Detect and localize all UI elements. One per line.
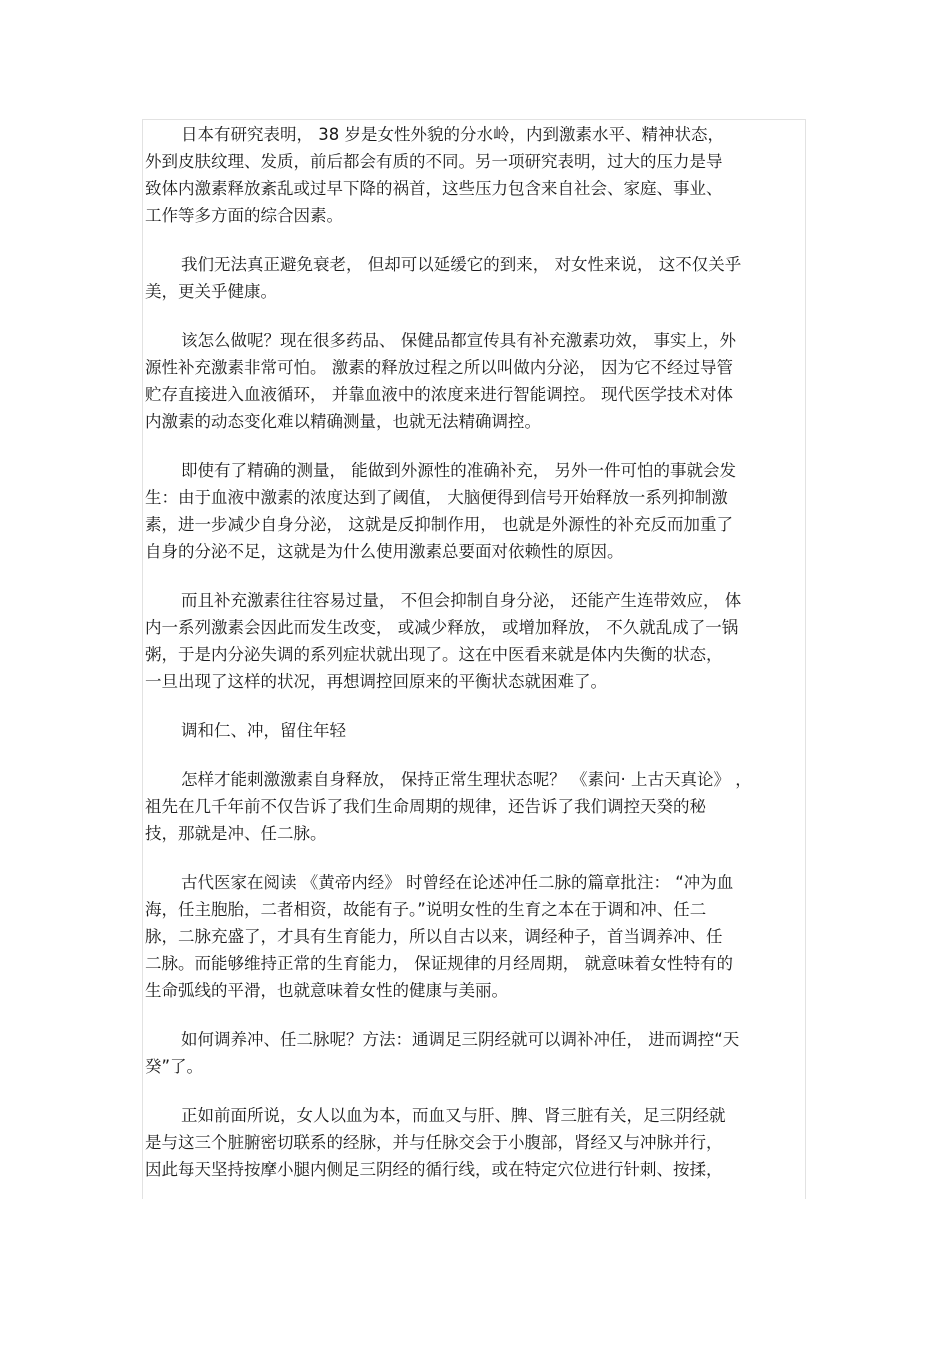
text-line: 内激素的动态变化难以精确测量，也就无法精确调控。 — [145, 412, 541, 431]
text-line: 海，任主胞胎，二者相资，故能有子。”说明女性的生育之本在于调和冲、任二 — [145, 900, 707, 919]
text-line: 怎样才能刺激激素自身释放， 保持正常生理状态呢？ 《素问· 上古天真论》 ， — [181, 770, 752, 789]
text-line: 古代医家在阅读 《黄帝内经》 时曾经在论述冲任二脉的篇章批注： “冲为血 — [181, 873, 734, 892]
text-line: 技，那就是冲、任二脉。 — [145, 824, 327, 843]
document-body — [145, 121, 805, 1205]
paragraph-8 — [145, 869, 805, 1004]
text-line: 工作等多方面的综合因素。 — [145, 206, 343, 225]
paragraph-10 — [145, 1102, 805, 1183]
text-line: 脉，二脉充盛了，才具有生育能力，所以自古以来，调经种子，首当调养冲、任 — [145, 927, 723, 946]
text-line: 我们无法真正避免衰老， 但却可以延缓它的到来， 对女性来说， 这不仅关乎 — [181, 255, 742, 274]
text-line: 因此每天坚持按摩小腿内侧足三阴经的循行线，或在特定穴位进行针刺、按揉， — [145, 1160, 723, 1179]
paragraph-9 — [145, 1026, 805, 1080]
text-line: 素，进一步减少自身分泌， 这就是反抑制作用， 也就是外源性的补充反而加重了 — [145, 515, 733, 534]
paragraph-3 — [145, 327, 805, 435]
text-line: 粥，于是内分泌失调的系列症状就出现了。这在中医看来就是体内失衡的状态， — [145, 645, 723, 664]
text-line: 致体内激素释放紊乱或过早下降的祸首，这些压力包含来自社会、家庭、事业、 — [145, 179, 723, 198]
paragraph-2 — [145, 251, 805, 305]
text-line: 日本有研究表明， 38 岁是女性外貌的分水岭，内到激素水平、精神状态， — [181, 125, 724, 144]
text-line: 即使有了精确的测量， 能做到外源性的准确补充， 另外一件可怕的事就会发 — [181, 461, 736, 480]
text-line: 自身的分泌不足，这就是为什么使用激素总要面对依赖性的原因。 — [145, 542, 624, 561]
paragraph-5 — [145, 587, 805, 695]
text-line: 外到皮肤纹理、发质，前后都会有质的不同。另一项研究表明，过大的压力是导 — [145, 152, 723, 171]
text-line: 美，更关乎健康。 — [145, 282, 277, 301]
text-line: 如何调养冲、任二脉呢？方法：通调足三阴经就可以调补冲任， 进而调控“天 — [181, 1030, 740, 1049]
text-line: 癸”了。 — [145, 1057, 204, 1076]
text-line: 生命弧线的平滑，也就意味着女性的健康与美丽。 — [145, 981, 508, 1000]
paragraph-1 — [145, 121, 805, 229]
heading-text: 调和仁、冲，留住年轻 — [181, 721, 346, 740]
text-line: 二脉。而能够维持正常的生育能力， 保证规律的月经周期， 就意味着女性特有的 — [145, 954, 733, 973]
section-heading — [145, 717, 805, 744]
text-line: 生：由于血液中激素的浓度达到了阈值， 大脑便得到信号开始释放一系列抑制激 — [145, 488, 728, 507]
text-line: 是与这三个脏腑密切联系的经脉，并与任脉交会于小腹部，肾经又与冲脉并行， — [145, 1133, 723, 1152]
text-line: 正如前面所说，女人以血为本，而血又与肝、脾、肾三脏有关，足三阴经就 — [181, 1106, 726, 1125]
text-line: 贮存直接进入血液循环， 并靠血液中的浓度来进行智能调控。 现代医学技术对体 — [145, 385, 733, 404]
text-line: 源性补充激素非常可怕。 激素的释放过程之所以叫做内分泌， 因为它不经过导管 — [145, 358, 733, 377]
paragraph-4 — [145, 457, 805, 565]
text-line: 一旦出现了这样的状况，再想调控回原来的平衡状态就困难了。 — [145, 672, 607, 691]
text-line: 该怎么做呢？现在很多药品、 保健品都宣传具有补充激素功效， 事实上，外 — [181, 331, 736, 350]
text-line: 祖先在几千年前不仅告诉了我们生命周期的规律，还告诉了我们调控天癸的秘 — [145, 797, 706, 816]
paragraph-7 — [145, 766, 805, 847]
text-line: 内一系列激素会因此而发生改变， 或减少释放， 或增加释放， 不久就乱成了一锅 — [145, 618, 739, 637]
text-line: 而且补充激素往往容易过量， 不但会抑制自身分泌， 还能产生连带效应， 体 — [181, 591, 742, 610]
